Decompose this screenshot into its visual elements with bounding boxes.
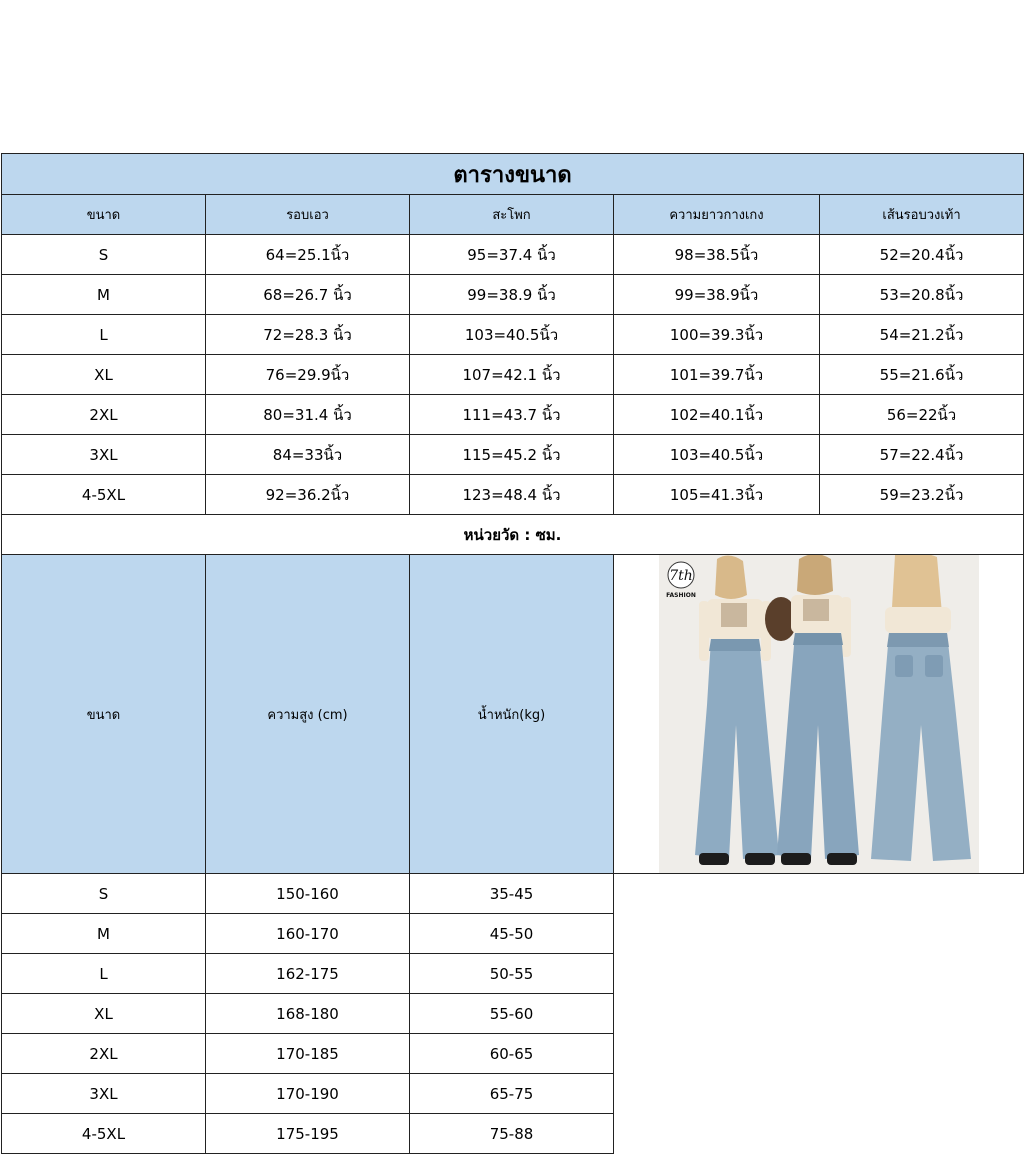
fit-row [2,914,1024,954]
cell-length: 99=38.9นิ้ว [614,275,820,315]
cell-weight: 65-75 [410,1074,614,1114]
cell-leg-opening: 53=20.8นิ้ว [820,275,1024,315]
cell-height: 175-195 [206,1114,410,1154]
cell-hip: 103=40.5นิ้ว [410,315,614,355]
cell-weight: 60-65 [410,1034,614,1074]
cell-size: XL [2,355,206,395]
cell-size: M [2,914,206,954]
cell-length: 103=40.5นิ้ว [614,435,820,475]
header-height: ความสูง (cm) [206,555,410,874]
fit-row [2,874,1024,914]
fit-header-row [2,555,1024,874]
cell-height: 170-185 [206,1034,410,1074]
cell-weight: 75-88 [410,1114,614,1154]
cell-leg-opening: 54=21.2นิ้ว [820,315,1024,355]
fit-row [2,994,1024,1034]
measure-row [2,315,1024,355]
cell-height: 170-190 [206,1074,410,1114]
cell-leg-opening: 59=23.2นิ้ว [820,475,1024,515]
measure-row [2,235,1024,275]
cell-size: 2XL [2,1034,206,1074]
fit-row [2,1114,1024,1154]
cell-hip: 107=42.1 นิ้ว [410,355,614,395]
cell-height: 168-180 [206,994,410,1034]
cell-height: 150-160 [206,874,410,914]
brand-logo [666,562,696,599]
cell-size: 3XL [2,1074,206,1114]
cell-length: 105=41.3นิ้ว [614,475,820,515]
header-hip: สะโพก [410,195,614,235]
cell-weight: 50-55 [410,954,614,994]
logo-text: 7th [668,568,693,584]
cell-waist: 92=36.2นิ้ว [206,475,410,515]
unit-note: หน่วยวัด : ซม. [2,515,1024,555]
cell-leg-opening: 57=22.4นิ้ว [820,435,1024,475]
measure-row [2,435,1024,475]
header-length: ความยาวกางเกง [614,195,820,235]
cell-size: XL [2,994,206,1034]
cell-waist: 72=28.3 นิ้ว [206,315,410,355]
product-photo [659,555,979,873]
fit-row [2,1074,1024,1114]
cell-weight: 35-45 [410,874,614,914]
cell-leg-opening: 52=20.4นิ้ว [820,235,1024,275]
measure-row [2,475,1024,515]
measure-row [2,275,1024,315]
cell-waist: 64=25.1นิ้ว [206,235,410,275]
cell-size: 2XL [2,395,206,435]
cell-waist: 84=33นิ้ว [206,435,410,475]
cell-length: 98=38.5นิ้ว [614,235,820,275]
header-size: ขนาด [2,195,206,235]
cell-length: 102=40.1นิ้ว [614,395,820,435]
measure-row [2,395,1024,435]
cell-waist: 80=31.4 นิ้ว [206,395,410,435]
cell-size: S [2,235,206,275]
cell-size: 3XL [2,435,206,475]
measure-row [2,355,1024,395]
header-size: ขนาด [2,555,206,874]
header-leg-opening: เส้นรอบวงเท้า [820,195,1024,235]
cell-hip: 99=38.9 นิ้ว [410,275,614,315]
header-weight: น้ำหนัก(kg) [410,555,614,874]
cell-length: 101=39.7นิ้ว [614,355,820,395]
cell-waist: 76=29.9นิ้ว [206,355,410,395]
product-photo-cell [614,555,1024,874]
fit-row [2,954,1024,994]
cell-size: 4-5XL [2,1114,206,1154]
cell-length: 100=39.3นิ้ว [614,315,820,355]
logo-sub: FASHION [665,592,696,599]
cell-hip: 111=43.7 นิ้ว [410,395,614,435]
cell-height: 162-175 [206,954,410,994]
header-waist: รอบเอว [206,195,410,235]
cell-hip: 123=48.4 นิ้ว [410,475,614,515]
size-chart-table [1,153,1024,1154]
cell-size: L [2,315,206,355]
measure-header-row [2,195,1024,235]
cell-size: S [2,874,206,914]
cell-weight: 55-60 [410,994,614,1034]
cell-size: 4-5XL [2,475,206,515]
chart-title: ตารางขนาด [2,154,1024,195]
cell-leg-opening: 56=22นิ้ว [820,395,1024,435]
cell-weight: 45-50 [410,914,614,954]
cell-waist: 68=26.7 นิ้ว [206,275,410,315]
cell-hip: 115=45.2 นิ้ว [410,435,614,475]
cell-hip: 95=37.4 นิ้ว [410,235,614,275]
cell-size: L [2,954,206,994]
fit-row [2,1034,1024,1074]
cell-size: M [2,275,206,315]
cell-height: 160-170 [206,914,410,954]
wide-leg-jeans-image [659,555,979,873]
cell-leg-opening: 55=21.6นิ้ว [820,355,1024,395]
